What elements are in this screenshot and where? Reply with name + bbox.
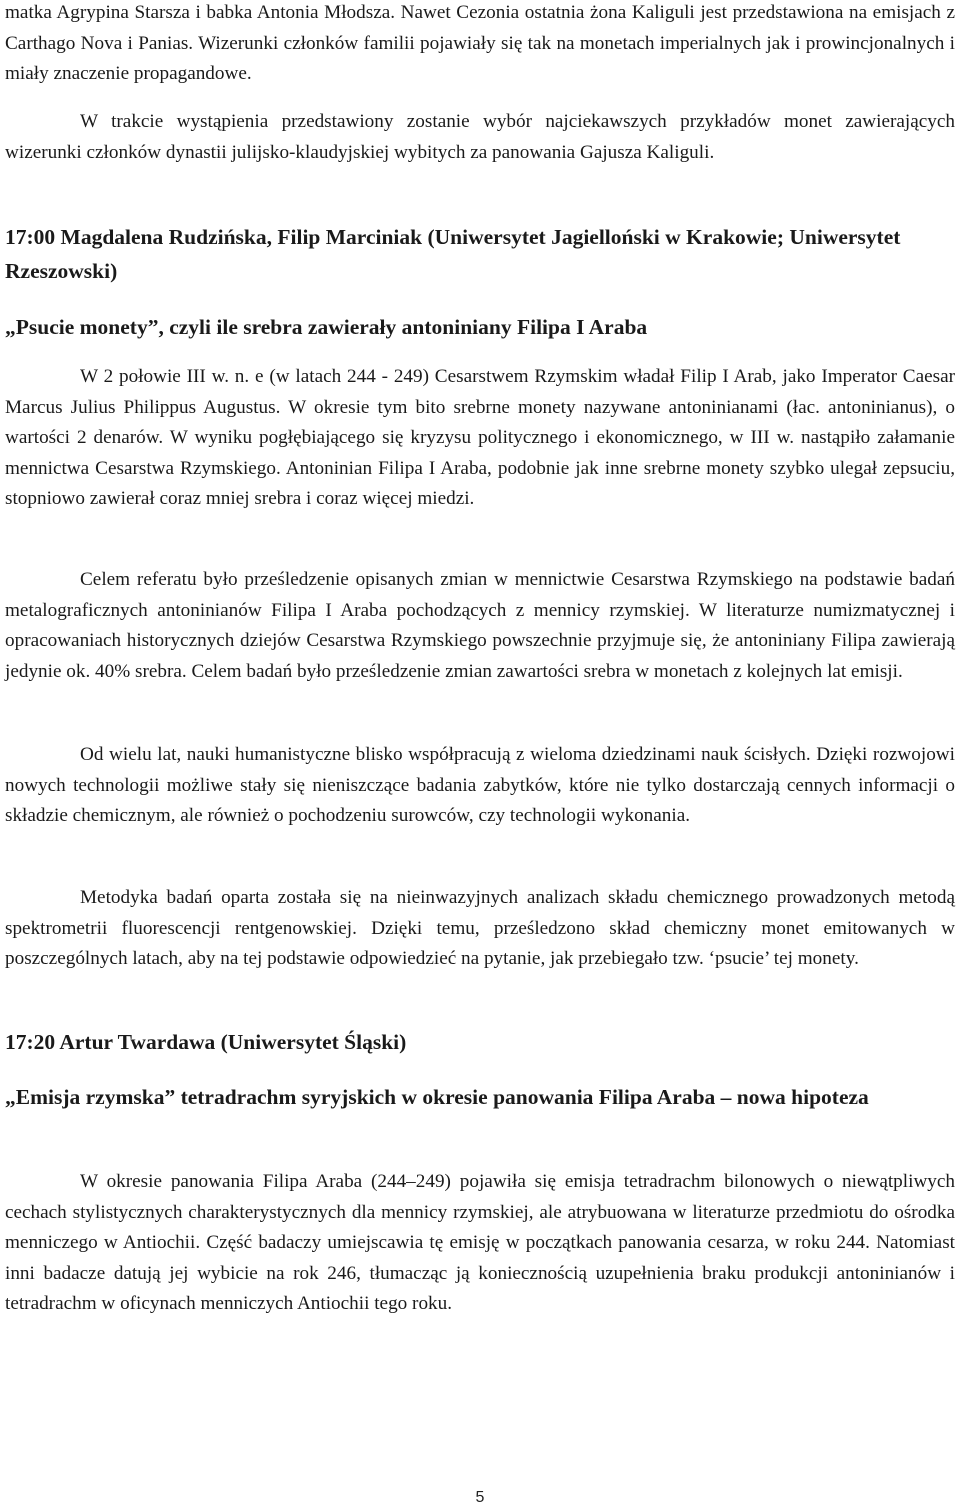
page-number: 5: [475, 1489, 485, 1506]
paragraph-intro-end: matka Agrypina Starsza i babka Antonia Młodsza. Nawet Cezonia ostatnia żona Kaliguli jest przedstawiona na emisjach z Carthago Nova i Panias. Wizerunki członków familii pojawiały się tak na monetach imperialnych jak i prowincjonalnych i miały znaczenie propagandowe.: [5, 2, 955, 84]
talk-1700-header: 17:00 Magdalena Rudzińska, Filip Marciniak (Uniwersytet Jagielloński w Krakowie; Uniwersytet Rzeszowski): [5, 225, 901, 283]
talk-1720-paragraph-1: W okresie panowania Filipa Araba (244–249) pojawiła się emisja tetradrachm bilonowych o niewątpliwych cechach stylistycznych charakterystycznych dla mennicy rzymskiej, ale atrybuowana w literaturze przedmiotu do ośrodka menniczego w Antiochii. Część badaczy umiejscawia tę emisję w początkach panowania cesarza, w roku 244. Natomiast inni badacze datują jej wybicie na rok 246, tłumacząc ją koniecznością uzupełnienia braku produkcji antoninianów i tetradrachm w oficynach menniczych Antiochii tego roku.: [5, 1171, 955, 1314]
talk-1720-p1-block: [5, 1167, 955, 1320]
talk-1700-paragraph-3: Od wielu lat, nauki humanistyczne blisko współpracują z wieloma dziedzinami nauk ścisłych. Dzięki rozwojowi nowych technologii możliwe stały się nieniszczące badania zabytków, które nie tylko dostarczają cennych informacji o składzie chemicznym, ale również o pochodzeniu surowców, czy technologii wykonania.: [5, 744, 955, 826]
talk-1720-title: „Emisja rzymska” tetradrachm syryjskich w okresie panowania Filipa Araba – nowa hipoteza: [5, 1085, 869, 1109]
talk-1700-title-block: [5, 310, 955, 344]
talk-1700-p4-block: [5, 883, 955, 975]
talk-1700-paragraph-4: Metodyka badań oparta została się na nieinwazyjnych analizach składu chemicznego prowadzonych metodą spektrometrii fluorescencji rentgenowskiej. Dzięki temu, prześledzono skład chemiczny monet emitowanych w poszczególnych latach, aby na tej podstawie odpowiedzieć na pytanie, jak przebiegało tzw. ‘psucie’ tej monety.: [5, 887, 955, 969]
intro-summary-block: [5, 107, 955, 168]
talk-1700-p2-block: [5, 565, 955, 687]
talk-1700-p3-block: [5, 740, 955, 832]
talk-1720-header-block: [5, 1025, 955, 1059]
talk-1720-header: 17:20 Artur Twardawa (Uniwersytet Śląski): [5, 1030, 407, 1054]
talk-1720-title-block: [5, 1080, 955, 1114]
paragraph-intro-summary: W trakcie wystąpienia przedstawiony zostanie wybór najciekawszych przykładów monet zawierających wizerunki członków dynastii julijsko-klaudyjskiej wybitych za panowania Gajusza Kaliguli.: [5, 111, 955, 163]
intro-continuation: [5, 0, 955, 90]
talk-1700-title: „Psucie monety”, czyli ile srebra zawierały antoniniany Filipa I Araba: [5, 315, 648, 339]
talk-1700-p1-block: [5, 362, 955, 515]
talk-1700-header-block: [5, 220, 955, 288]
talk-1700-paragraph-2: Celem referatu było prześledzenie opisanych zmian w mennictwie Cesarstwa Rzymskiego na podstawie badań metalograficznych antoninianów Filipa I Araba pochodzących z mennicy rzymskiej. W literaturze numizmatycznej i opracowaniach historycznych dziejów Cesarstwa Rzymskiego powszechnie przyjmuje się, że antoniniany Filipa zawierają jedynie ok. 40% srebra. Celem badań było prześledzenie zmian zawartości srebra w monetach z kolejnych lat emisji.: [5, 569, 955, 682]
talk-1700-paragraph-1: W 2 połowie III w. n. e (w latach 244 - 249) Cesarstwem Rzymskim władał Filip I Arab, jako Imperator Caesar Marcus Julius Philippus Augustus. W okresie tym bito srebrne monety nazywane antoninianami (łac. antoninianus), o wartości 2 denarów. W wyniku pogłębiającego się kryzysu politycznego i ekonomicznego, w III w. nastąpiło załamanie mennictwa Cesarstwa Rzymskiego. Antoninian Filipa I Araba, podobnie jak inne srebrne monety szybko ulegał zepsuciu, stopniowo zawierał coraz mniej srebra i coraz więcej miedzi.: [5, 366, 955, 509]
